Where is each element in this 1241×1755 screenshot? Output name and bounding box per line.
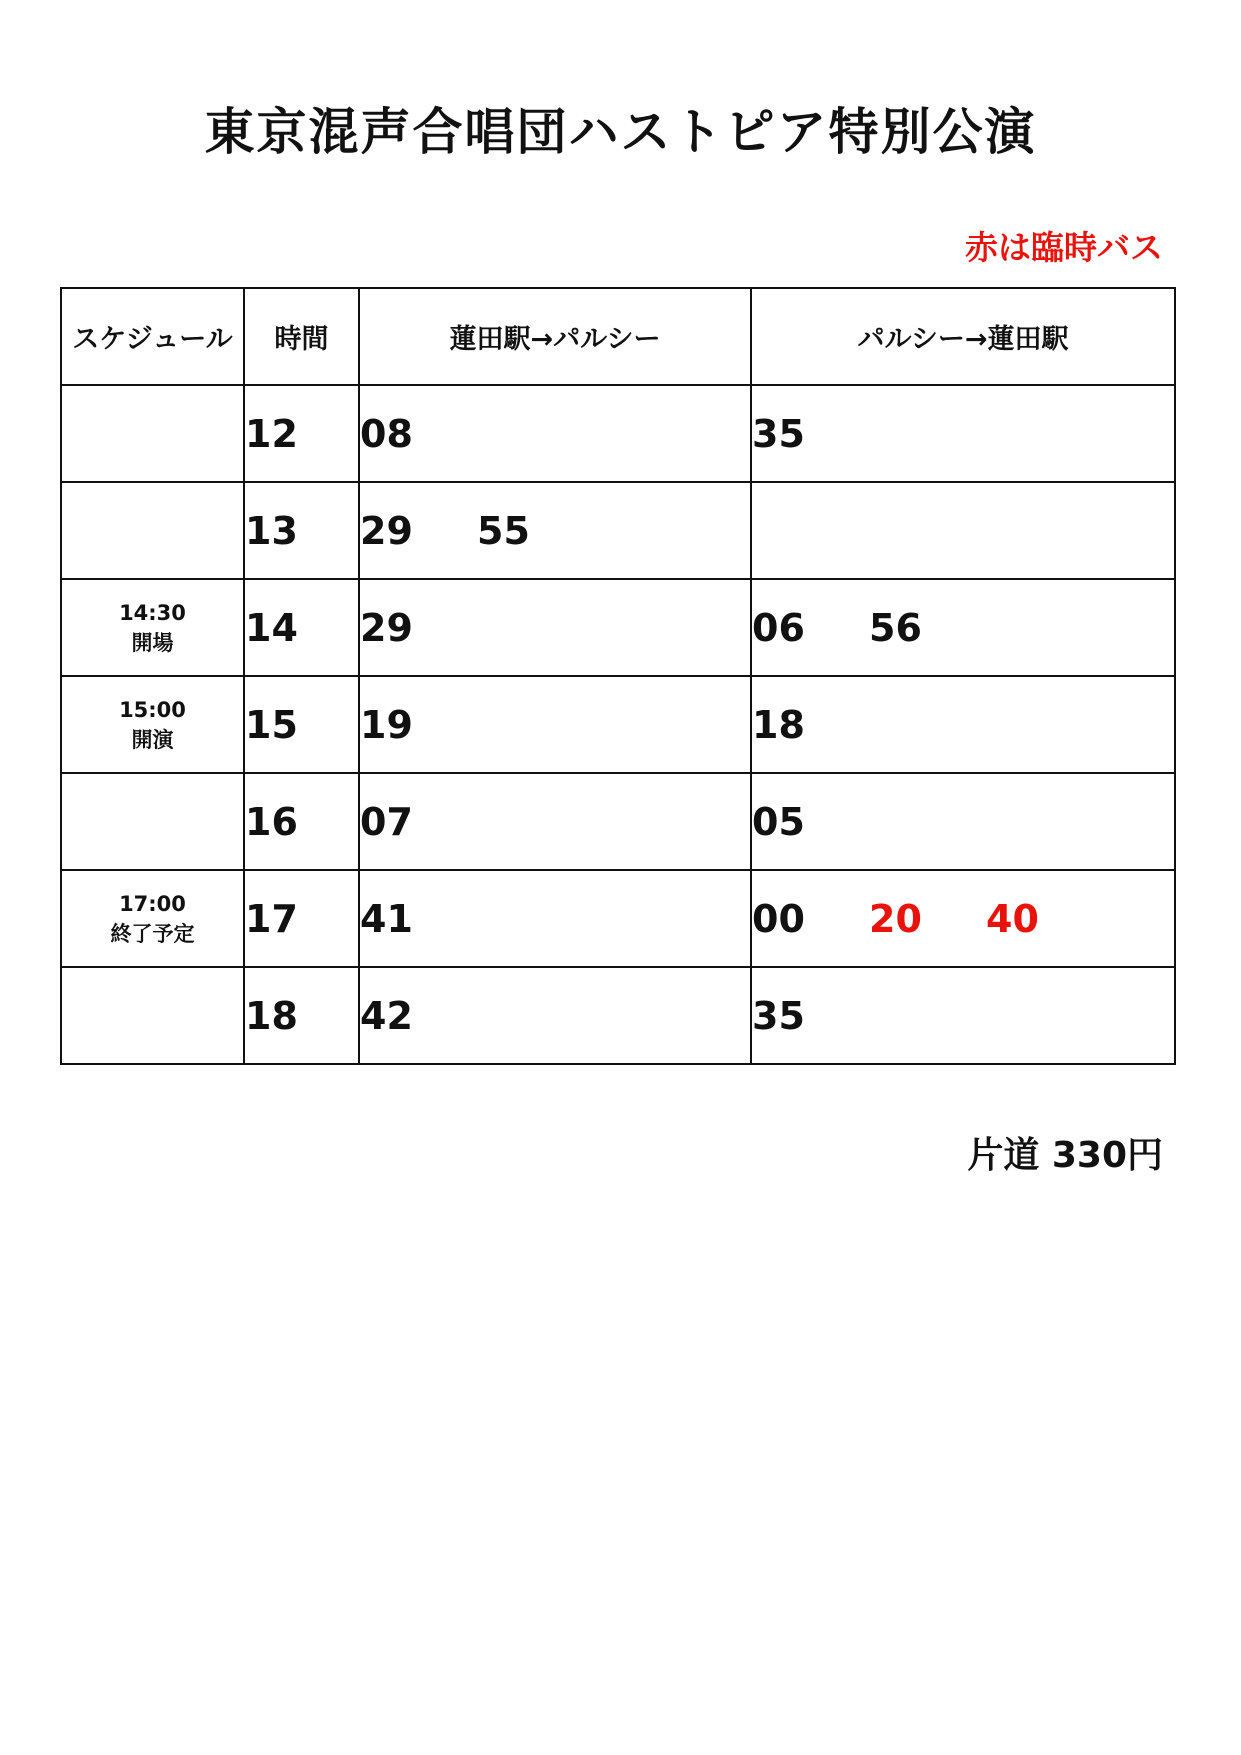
- hour-cell: 17: [244, 870, 359, 967]
- timetable-body: [61, 385, 1175, 1064]
- schedule-cell: [61, 870, 244, 967]
- schedule-cell: [61, 676, 244, 773]
- departure-minute: 42: [360, 993, 413, 1038]
- minutes-parcy-to-hasuda: [751, 967, 1175, 1064]
- minutes-parcy-to-hasuda: [751, 676, 1175, 773]
- departure-minute: 07: [360, 799, 413, 844]
- minutes-hasuda-to-parcy: [359, 676, 751, 773]
- temporary-bus-note: 赤は臨時バス: [965, 228, 1163, 267]
- departure-minute: 35: [752, 411, 805, 456]
- schedule-text: 開演: [131, 727, 174, 752]
- departure-minute: 41: [360, 896, 413, 941]
- table-row: [61, 676, 1175, 773]
- hour-cell: 15: [244, 676, 359, 773]
- schedule-text: 17:00: [119, 891, 186, 916]
- schedule-text: 14:30: [119, 600, 186, 625]
- page-title: 東京混声合唱団ハストピア特別公演: [204, 103, 1037, 161]
- minutes-hasuda-to-parcy: [359, 385, 751, 482]
- schedule-cell: [61, 579, 244, 676]
- departure-minute: 55: [477, 508, 530, 553]
- fare-label: 片道 330円: [967, 1135, 1163, 1176]
- table-row: [61, 482, 1175, 579]
- minutes-parcy-to-hasuda: [751, 579, 1175, 676]
- table-row: [61, 870, 1175, 967]
- departure-minute-temporary: 40: [986, 896, 1039, 941]
- schedule-cell: [61, 967, 244, 1064]
- table-row: [61, 967, 1175, 1064]
- departure-minute: 19: [360, 702, 413, 747]
- departure-minute: 29: [360, 605, 413, 650]
- schedule-cell: [61, 773, 244, 870]
- hour-cell: 16: [244, 773, 359, 870]
- departure-minute: 05: [752, 799, 805, 844]
- minutes-hasuda-to-parcy: [359, 870, 751, 967]
- schedule-text: 開場: [131, 630, 174, 655]
- hour-cell: 18: [244, 967, 359, 1064]
- minutes-parcy-to-hasuda: [751, 385, 1175, 482]
- schedule-cell: [61, 482, 244, 579]
- minutes-hasuda-to-parcy: [359, 773, 751, 870]
- minutes-hasuda-to-parcy: [359, 579, 751, 676]
- schedule-cell: [61, 385, 244, 482]
- minutes-parcy-to-hasuda: [751, 870, 1175, 967]
- bus-timetable: [60, 287, 1176, 1065]
- minutes-hasuda-to-parcy: [359, 482, 751, 579]
- departure-minute: 35: [752, 993, 805, 1038]
- departure-minute-temporary: 20: [869, 896, 922, 941]
- hour-cell: 12: [244, 385, 359, 482]
- hour-cell: 14: [244, 579, 359, 676]
- departure-minute: 06: [752, 605, 805, 650]
- departure-minute: 00: [752, 896, 805, 941]
- table-row: [61, 385, 1175, 482]
- departure-minute: 29: [360, 508, 413, 553]
- schedule-text: 15:00: [119, 697, 186, 722]
- departure-minute: 56: [869, 605, 922, 650]
- minutes-hasuda-to-parcy: [359, 967, 751, 1064]
- table-row: [61, 579, 1175, 676]
- hour-cell: 13: [244, 482, 359, 579]
- minutes-parcy-to-hasuda: [751, 482, 1175, 579]
- header-hasuda-to-parcy: 蓮田駅→パルシー: [359, 288, 751, 385]
- table-row: [61, 773, 1175, 870]
- departure-minute: 18: [752, 702, 805, 747]
- timetable-header-row: [61, 288, 1175, 385]
- header-schedule: スケジュール: [61, 288, 244, 385]
- header-parcy-to-hasuda: パルシー→蓮田駅: [751, 288, 1175, 385]
- minutes-parcy-to-hasuda: [751, 773, 1175, 870]
- header-hour: 時間: [244, 288, 359, 385]
- schedule-text: 終了予定: [110, 921, 195, 946]
- departure-minute: 08: [360, 411, 413, 456]
